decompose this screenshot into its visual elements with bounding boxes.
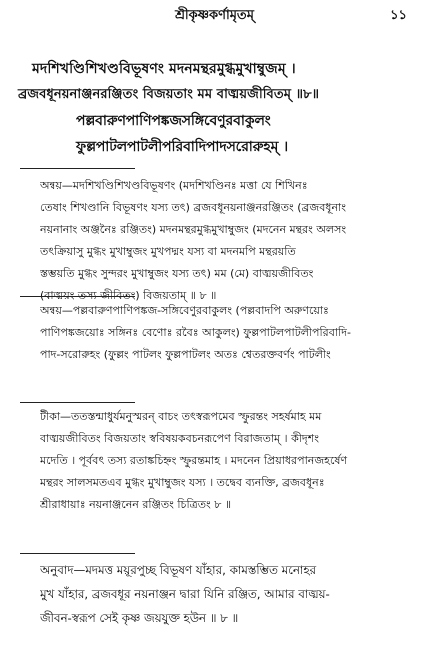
anvaya-line: (বাঙ্ময়ং তস্য জীবিতং) বিজয়তাম্ ॥ ৮ ॥ — [40, 289, 217, 302]
section-divider — [20, 168, 135, 169]
tika-section — [40, 406, 416, 516]
tika-line: মন্থরং সালসমতএব মুগ্ধং মুখাম্বুজং যস্য । তদ্বেব ব্যনক্তি, ব্রজবধূনঃ — [40, 476, 325, 489]
tika-line: বাঙ্ময়জীবিতং বিজয়তাং স্ববিষয়কবচনরূপেণ বিরাজতাম্ । কীদৃশং — [40, 432, 319, 445]
verse-line: মদশিখণ্ডিশিখণ্ডবিভূষণং মদনমন্থরমুগ্ধমুখাম্বুজম্ । — [32, 61, 296, 77]
running-title: শ্রীকৃষ্ণকর্ণামৃতম্‌ — [175, 8, 254, 23]
sanskrit-verse — [18, 56, 413, 160]
anvaya-section — [40, 175, 416, 307]
section-divider — [20, 553, 135, 554]
verse-line: ফুল্লপাটলপাটলীপরিবাদিপাদসরোরুহম্ । — [76, 139, 289, 155]
tika-line: শ্রীরাধায়াঃ নয়নাঞ্জনেন রঞ্জিতং চিত্রিতং ৮ ॥ — [40, 498, 232, 511]
page-number: ১১ — [390, 8, 407, 23]
anubada-line: অনুবাদ—মদমত্ত ময়ূরপুচ্ছ বিভূষণ যাঁহার, কামস্তম্ভিত মনোহর — [40, 563, 317, 577]
anvaya-line: তৎক্রিয়াসু মুগ্ধং মুখাম্বুজং মুখপদ্মং যস্য বা মদনমপি মন্থরয়তি — [40, 245, 296, 258]
tika-line: মদেতি । পূর্ববৎ তস্য রতাঙ্কচিহ্নং স্ফুরন্তমাহ । মদনেন প্রিয়াধরপানজহর্ষেণ — [40, 454, 348, 467]
anvaya-line: তেষাং শিখণ্ডানি বিভূষণং যস্য তৎ) ব্রজবধূনয়নাঞ্জনরঞ্জিতং (ব্রজবধূনাং — [40, 201, 346, 214]
anubada-line: মুখ যাঁহার, ব্রজবধূর নয়নাঞ্জন দ্বারা যিনি রঞ্জিত, আমার বাঙ্ময়- — [40, 587, 330, 601]
anubada-line: জীবন-স্বরূপ সেই কৃষ্ণ জয়যুক্ত হউন ॥ ৮ ॥ — [40, 611, 239, 625]
section-divider — [20, 402, 135, 403]
anvaya-line: পাণিপঙ্কজয়োঃ সঙ্গিনঃ বেণোঃ রবৈঃ আকুলং) ফুল্লপাটলপাটলীপরিবাদি- — [40, 326, 351, 339]
verse-line: পল্লবারুণপাণিপঙ্কজসঙ্গিবেণুরবাকুলং — [76, 113, 271, 129]
anvaya-line: অন্বয়—মদশিখণ্ডিশিখণ্ডবিভূষণং (মদশিখণ্ডিনঃ মত্তা যে শিখিনঃ — [40, 179, 308, 192]
verse-line: ব্রজবধূনয়নাঞ্জনরঞ্জিতং বিজয়তাং মম বাঙ্ময়জীবিতম্ ॥৮॥ — [18, 87, 320, 102]
anvaya-line: পাদ-সরোরুহং (ফুল্লং পাটলং ফুল্লপাটলং অতঃ শ্বেতরক্তবর্ণং পাটলীং — [40, 348, 331, 361]
tika-line: টীকা—ততস্তন্মাধুর্যমনুস্মরন্ বাচং তৎস্বরূপমেব স্ফুরন্তং সহর্ষমাহ মম — [40, 410, 322, 423]
anubada-section — [40, 558, 416, 630]
anvaya-line: স্তম্ভয়তি মুগ্ধং সুন্দরং মুখাম্বুজং যস্য তৎ) মম (মে) বাঙ্ময়জীবিতং — [40, 267, 314, 280]
page-header — [0, 6, 429, 28]
anvaya-section — [40, 300, 416, 366]
anvaya-line: নয়নানাং অঞ্জনৈঃ রঞ্জিতং) মদনমন্থরমুগ্ধমুখাম্বুজং (মদনেন মন্থরং অলসং — [40, 223, 347, 236]
anvaya-line: অন্বয়—পল্লবারুণপাণিপঙ্কজ-সঙ্গিবেণুরবাকুলং (পল্লবাদপি অরুণয়োঃ — [40, 304, 329, 317]
section-divider — [20, 296, 135, 297]
